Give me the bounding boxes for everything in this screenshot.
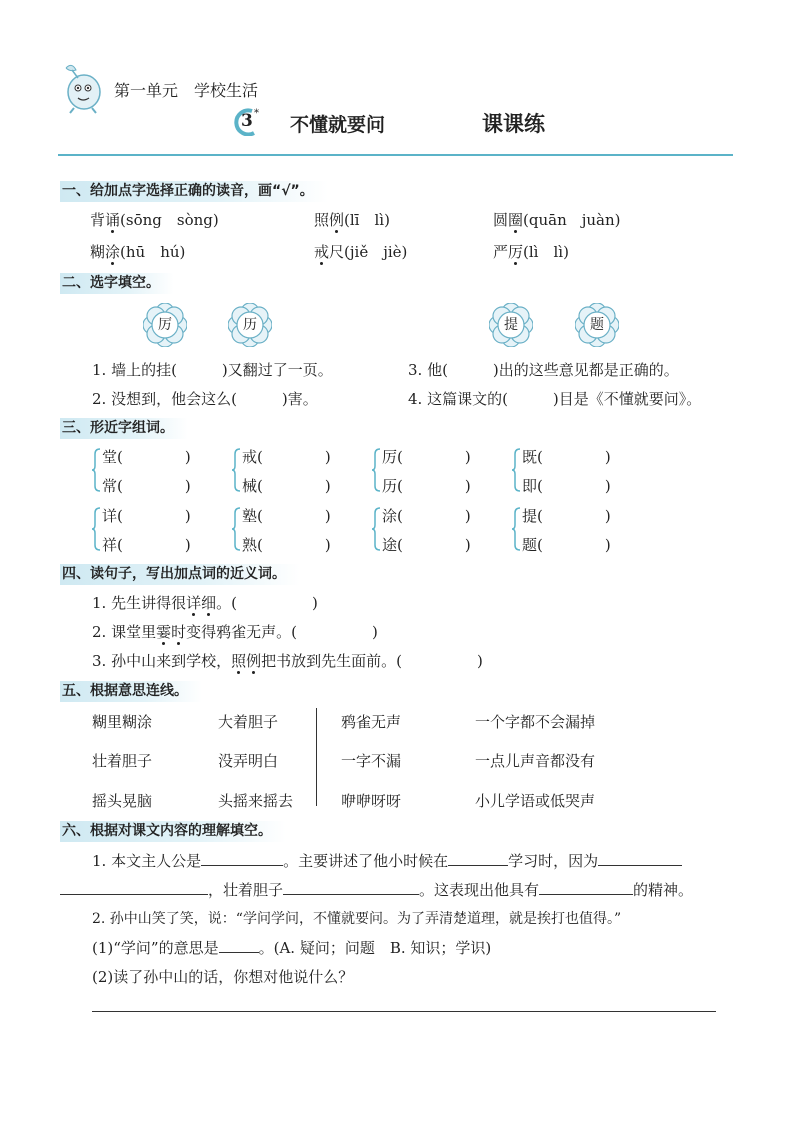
answer-blank[interactable] xyxy=(60,880,208,895)
fill-item: 3. 他( )出的这些意见都是正确的。 xyxy=(408,361,679,379)
answer-blank[interactable] xyxy=(283,880,419,895)
word-group-item: 详( ) xyxy=(102,507,191,525)
pinyin-item: 糊涂(hū hú) xyxy=(90,243,186,261)
match-word[interactable]: 大着胆子 xyxy=(218,713,279,731)
word-group-item: 即( ) xyxy=(522,477,611,495)
sentence-item: 2. 课堂里霎时变得鸦雀无声。( ) xyxy=(92,623,378,641)
pinyin-item: 戒尺(jiě jiè) xyxy=(314,243,408,261)
match-word[interactable]: 没弄明白 xyxy=(218,752,279,770)
section-6-header: 六、根据对课文内容的理解填空。 xyxy=(60,821,732,842)
match-divider xyxy=(316,708,317,806)
word-group-item: 熟( ) xyxy=(242,536,331,554)
quote-line: 2. 孙中山笑了笑，说：“学问学问，不懂就要问。为了弄清楚道理，就是挨打也值得。” xyxy=(92,911,622,927)
match-word[interactable]: 一点儿声音都没有 xyxy=(475,752,596,770)
flower-option: 历 xyxy=(228,303,272,347)
dotted-word: 霎时 xyxy=(156,623,187,641)
fill-item: 1. 墙上的挂( )又翻过了一页。 xyxy=(92,361,333,379)
word-group-item: 塾( ) xyxy=(242,507,331,525)
answer-blank[interactable] xyxy=(219,938,259,953)
section-3-header: 三、形近字组词。 xyxy=(60,418,732,439)
match-word[interactable]: 壮着胆子 xyxy=(92,752,153,770)
pinyin-item: 圆圈(quān juàn) xyxy=(493,211,621,229)
brace-icon xyxy=(92,507,102,551)
section-5-header: 五、根据意思连线。 xyxy=(60,681,732,702)
word-group-item: 厉( ) xyxy=(382,448,471,466)
dotted-word: 照例 xyxy=(231,652,262,670)
answer-blank[interactable] xyxy=(448,851,508,866)
brace-icon xyxy=(372,507,382,551)
match-word[interactable]: 摇头晃脑 xyxy=(92,792,153,810)
answer-blank[interactable] xyxy=(201,851,283,866)
match-word[interactable]: 糊里糊涂 xyxy=(92,713,153,731)
answer-blank[interactable] xyxy=(598,851,682,866)
word-group-item: 戒( ) xyxy=(242,448,331,466)
brace-icon xyxy=(512,507,522,551)
flower-option: 提 xyxy=(489,303,533,347)
fill-item: 2. 没想到，他会这么( )害。 xyxy=(92,390,318,408)
lesson-number-badge: 3 * xyxy=(232,108,262,136)
practice-label: 课课练 xyxy=(482,112,545,136)
word-group-item: 涂( ) xyxy=(382,507,471,525)
pinyin-item: 背诵(sōng sòng) xyxy=(90,211,219,229)
fill-item: 4. 这篇课文的( )目是《不懂就要问》。 xyxy=(408,390,702,408)
flower-option: 厉 xyxy=(143,303,187,347)
brace-icon xyxy=(372,448,382,492)
answer-blank[interactable] xyxy=(539,880,633,895)
brace-icon xyxy=(232,448,242,492)
word-group-item: 堂( ) xyxy=(102,448,191,466)
word-group-item: 常( ) xyxy=(102,477,191,495)
sentence-item: 3. 孙中山来到学校，照例把书放到先生面前。( ) xyxy=(92,652,483,670)
section-2-header: 二、选字填空。 xyxy=(60,273,732,294)
section-4-header: 四、读句子，写出加点词的近义词。 xyxy=(60,564,732,585)
unit-title: 第一单元 学校生活 xyxy=(114,81,259,100)
match-word[interactable]: 一字不漏 xyxy=(341,752,402,770)
pinyin-item: 照例(lī lì) xyxy=(314,211,390,229)
word-group-item: 既( ) xyxy=(522,448,611,466)
flower-option: 题 xyxy=(575,303,619,347)
question-line: (2)读了孙中山的话，你想对他说什么？ xyxy=(92,968,354,986)
fill-line: ，壮着胆子 。这表现出他具有 的精神。 xyxy=(60,879,693,900)
word-group-item: 历( ) xyxy=(382,477,471,495)
word-group-item: 途( ) xyxy=(382,536,471,554)
sentence-item: 1. 先生讲得很详细。( ) xyxy=(92,594,318,612)
brace-icon xyxy=(512,448,522,492)
word-group-item: 祥( ) xyxy=(102,536,191,554)
fill-line: 1. 本文主人公是 。主要讲述了他小时候在 学习时，因为 xyxy=(92,850,682,871)
word-group-item: 械( ) xyxy=(242,477,331,495)
answer-line[interactable] xyxy=(92,1011,716,1012)
lesson-title: 不懂就要问 xyxy=(290,114,386,136)
match-word[interactable]: 一个字都不会漏掉 xyxy=(475,713,596,731)
match-word[interactable]: 头摇来摇去 xyxy=(218,792,294,810)
word-group-item: 题( ) xyxy=(522,536,611,554)
mascot-icon xyxy=(58,58,106,114)
match-word[interactable]: 小儿学语或低哭声 xyxy=(475,792,596,810)
brace-icon xyxy=(232,507,242,551)
header-divider xyxy=(58,154,733,156)
pinyin-item: 严厉(lì lì) xyxy=(493,243,569,261)
match-word[interactable]: 鸦雀无声 xyxy=(341,713,402,731)
word-group-item: 提( ) xyxy=(522,507,611,525)
section-1-header: 一、给加点字选择正确的读音，画“√”。 xyxy=(60,181,732,202)
dotted-word: 详细 xyxy=(186,594,217,612)
match-word[interactable]: 咿咿呀呀 xyxy=(341,792,402,810)
brace-icon xyxy=(92,448,102,492)
fill-line: (1)“学问”的意思是 。(A. 疑问；问题 B. 知识；学识) xyxy=(92,939,492,957)
